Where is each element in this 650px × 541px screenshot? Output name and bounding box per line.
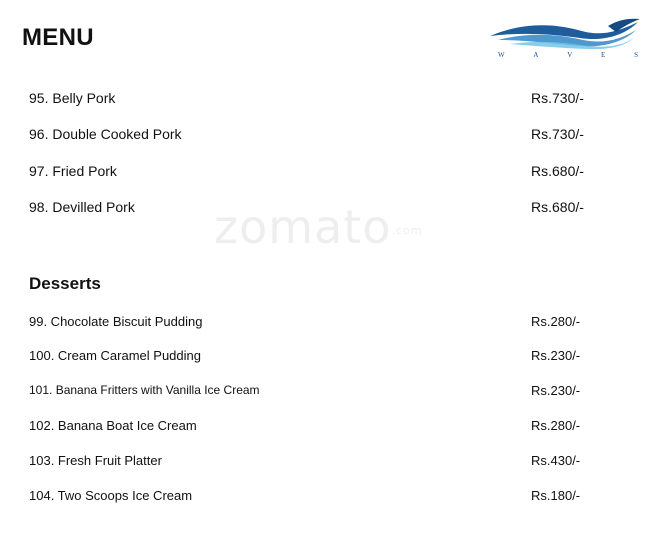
menu-item-name: 104. Two Scoops Ice Cream bbox=[29, 488, 193, 503]
logo-letter: W bbox=[498, 51, 505, 59]
menu-item bbox=[0, 314, 650, 334]
section-heading-desserts: Desserts bbox=[29, 274, 101, 293]
waves-logo bbox=[488, 16, 644, 66]
menu-item-name: 96. Double Cooked Pork bbox=[29, 126, 182, 142]
menu-item-price: Rs.180/- bbox=[531, 488, 581, 503]
logo-letter: V bbox=[567, 51, 573, 59]
menu-item-name: 103. Fresh Fruit Platter bbox=[29, 453, 162, 468]
menu-item-name: 95. Belly Pork bbox=[29, 90, 116, 106]
logo-letter: S bbox=[634, 51, 638, 59]
menu-item bbox=[0, 418, 650, 438]
menu-item bbox=[0, 126, 650, 146]
menu-item bbox=[0, 348, 650, 368]
menu-item bbox=[0, 488, 650, 508]
menu-item-price: Rs.230/- bbox=[531, 383, 581, 398]
menu-item-price: Rs.280/- bbox=[531, 314, 581, 329]
menu-item-price: Rs.280/- bbox=[531, 418, 581, 433]
menu-item-name: 99. Chocolate Biscuit Pudding bbox=[29, 314, 203, 329]
menu-item-price: Rs.680/- bbox=[531, 199, 584, 215]
menu-item bbox=[0, 199, 650, 219]
page-title: MENU bbox=[22, 24, 94, 51]
menu-item-name: 100. Cream Caramel Pudding bbox=[29, 348, 201, 363]
menu-item bbox=[0, 163, 650, 183]
menu-item-price: Rs.730/- bbox=[531, 126, 584, 142]
menu-item-name: 97. Fried Pork bbox=[29, 163, 117, 179]
zomato-watermark: zomato.com bbox=[214, 200, 423, 254]
logo-letter: A bbox=[533, 51, 539, 59]
menu-item bbox=[0, 383, 650, 403]
wave-logo-icon bbox=[488, 16, 644, 50]
logo-letter: E bbox=[601, 51, 606, 59]
menu-item-price: Rs.230/- bbox=[531, 348, 581, 363]
menu-item bbox=[0, 453, 650, 473]
menu-item-name: 101. Banana Fritters with Vanilla Ice Cream bbox=[29, 383, 260, 397]
menu-item bbox=[0, 90, 650, 110]
menu-item-price: Rs.430/- bbox=[531, 453, 581, 468]
menu-item-name: 98. Devilled Pork bbox=[29, 199, 135, 215]
menu-item-price: Rs.730/- bbox=[531, 90, 584, 106]
menu-item-name: 102. Banana Boat Ice Cream bbox=[29, 418, 197, 433]
menu-item-price: Rs.680/- bbox=[531, 163, 584, 179]
